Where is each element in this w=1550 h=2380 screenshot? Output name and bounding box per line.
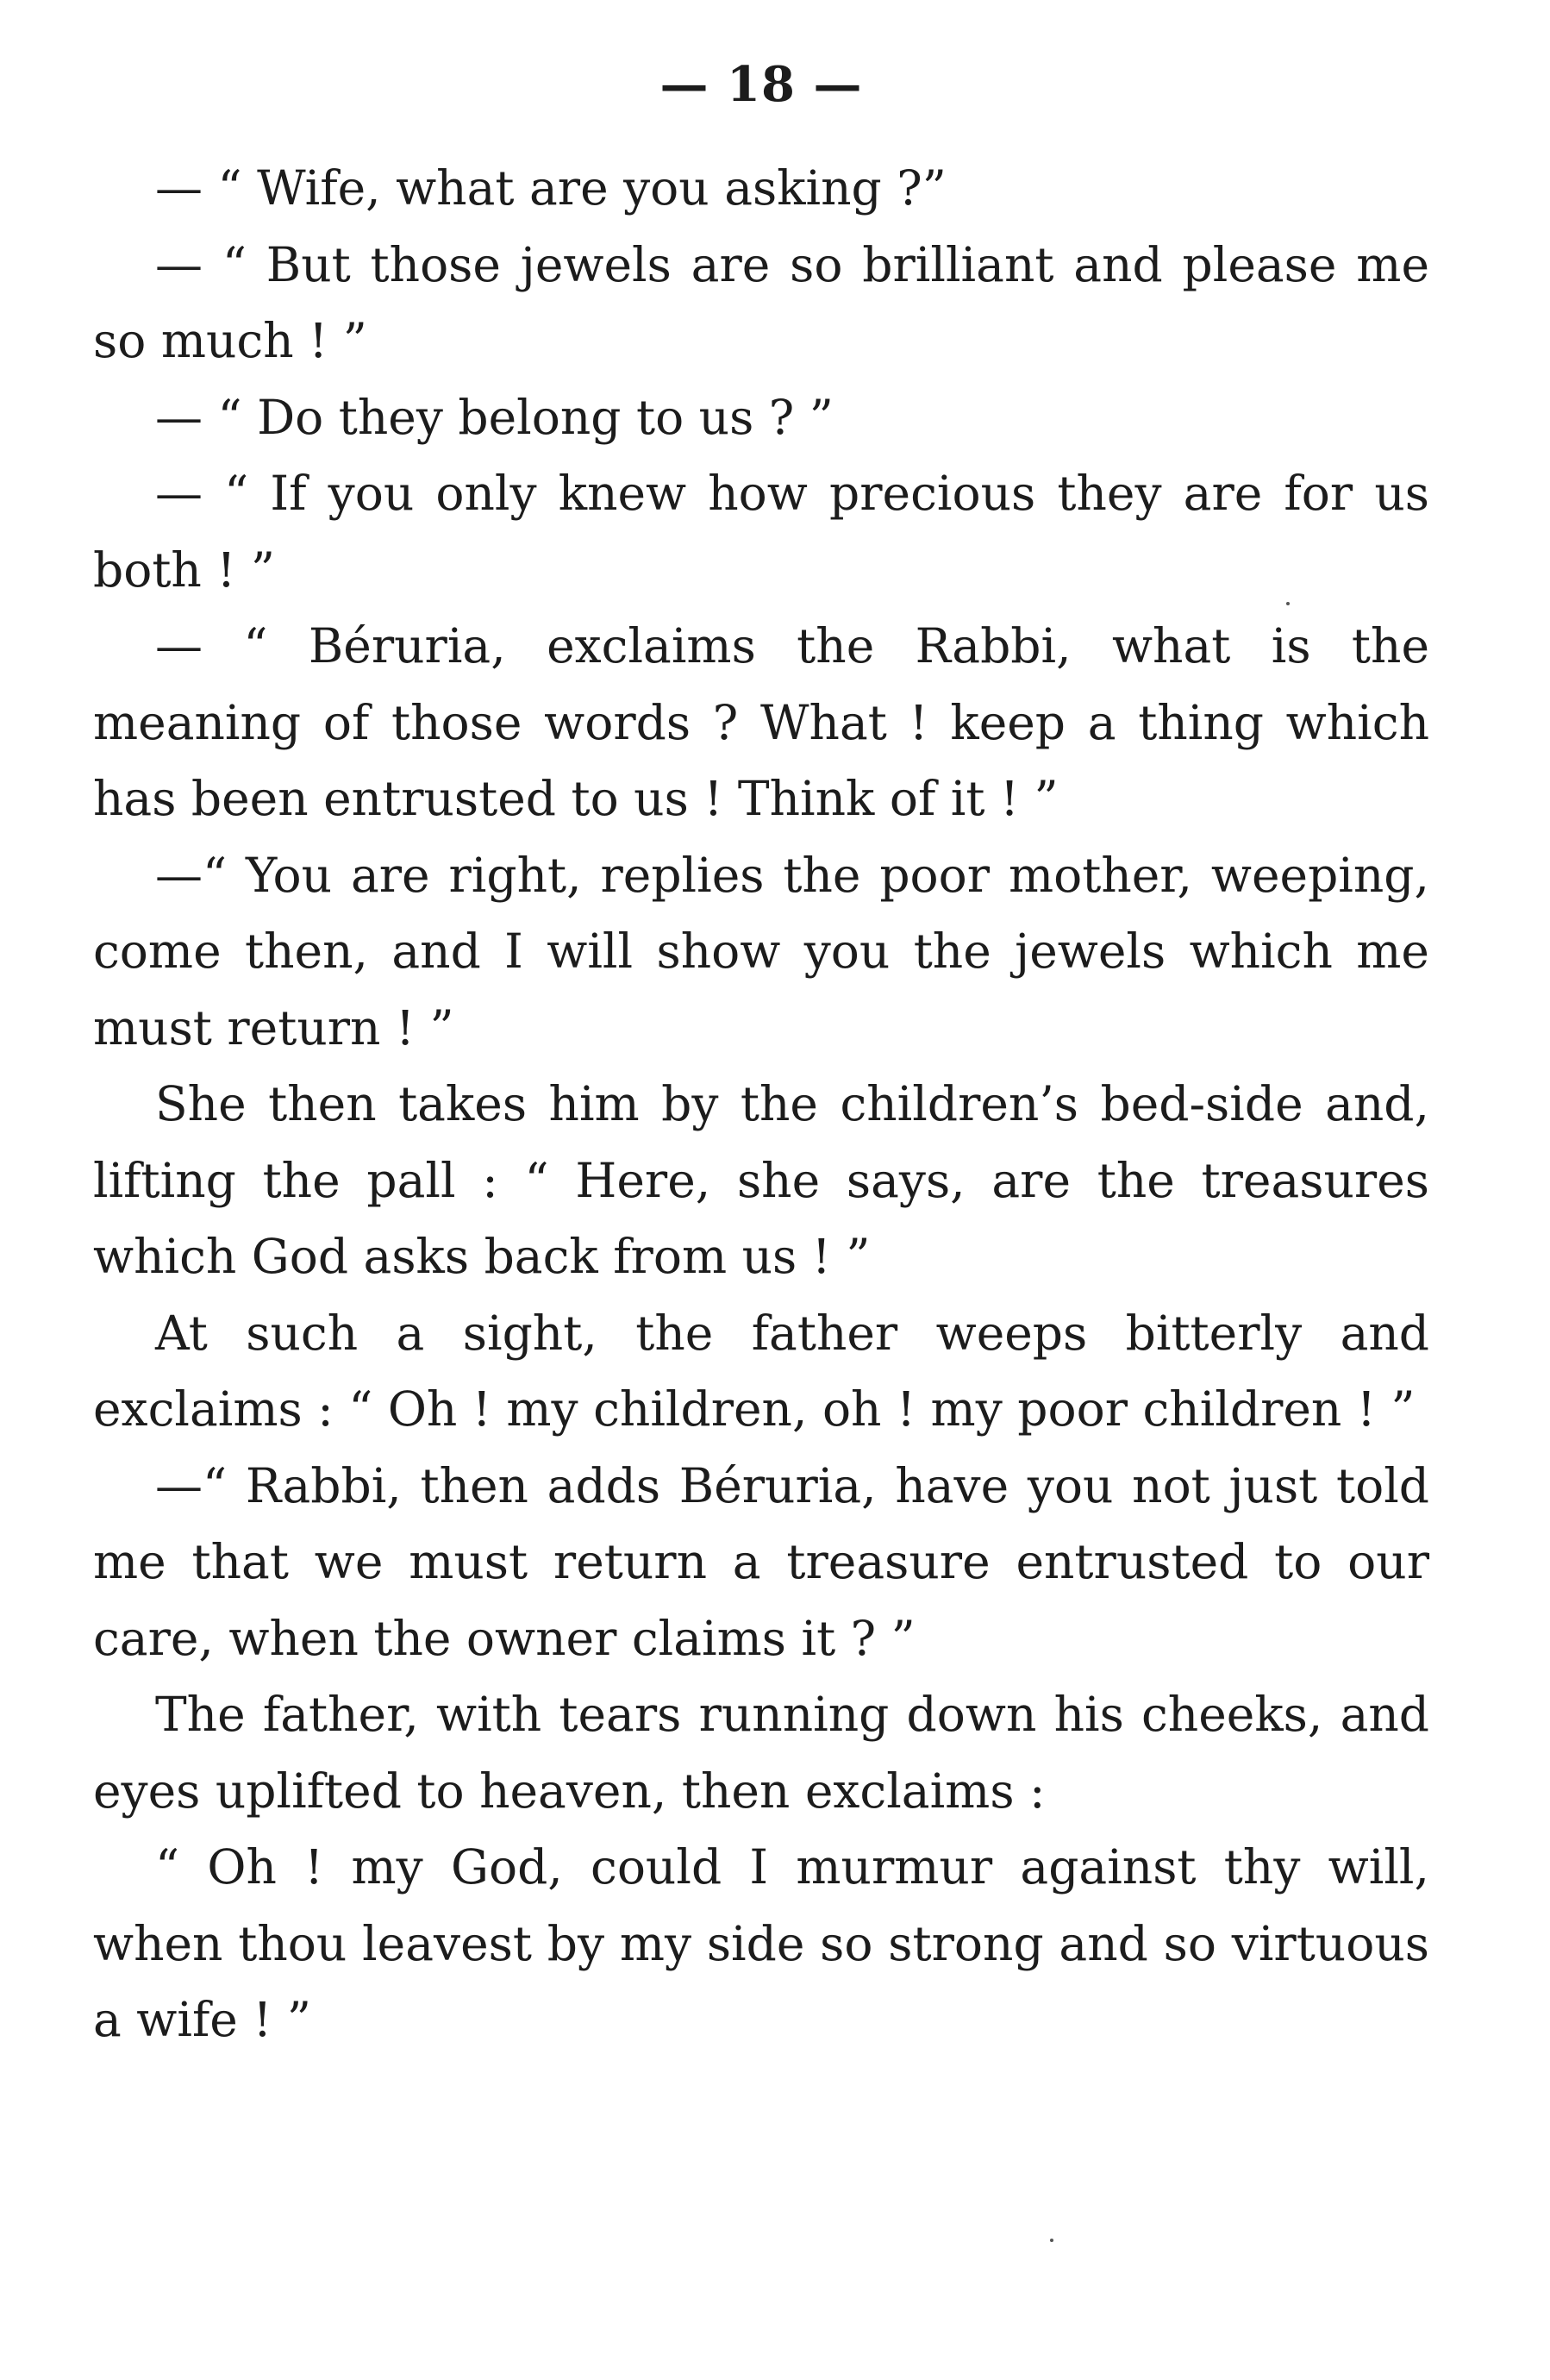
paragraph-5: — “ Béruria, exclaims the Rabbi, what is the meaning of those words ? What ! keep a thing which has been entrusted to us ! Think of it ! ” (93, 618, 1429, 826)
paragraph-10: The father, with tears running down his cheeks, and eyes uplifted to heaven, then exclaims : (93, 1687, 1429, 1819)
page-number: — 18 — (659, 56, 863, 113)
paragraph-9: —“ Rabbi, then adds Béruria, have you not just told me that we must return a treasure entrusted to our care, when the owner claims it ? ” (93, 1457, 1429, 1666)
paragraph-6: —“ You are right, replies the poor mother, weeping, come then, and I will show you the jewels which me must return ! ” (93, 847, 1429, 1055)
book-page (93, 56, 1429, 2058)
paragraph-2: — “ But those jewels are so brilliant and please me so much ! ” (93, 236, 1429, 368)
paragraph-1: — “ Wife, what are you asking ?” (155, 160, 947, 216)
paragraph-8: At such a sight, the father weeps bitterly and exclaims : “ Oh ! my children, oh ! my poor children ! ” (93, 1305, 1429, 1437)
paragraph-7: She then takes him by the children’s bed-side and, lifting the pall : “ Here, she says, are the treasures which God asks back from us ! ” (93, 1076, 1429, 1284)
paragraph-3: — “ Do they belong to us ? ” (155, 389, 834, 445)
print-speck (1050, 2239, 1053, 2242)
paragraph-4: — “ If you only knew how precious they are for us both ! ” (93, 466, 1429, 598)
paragraph-11: “ Oh ! my God, could I murmur against thy will, when thou leavest by my side so strong and so virtuous a wife ! ” (93, 1839, 1429, 2047)
body-text (93, 150, 1429, 2058)
print-speck (1286, 602, 1290, 605)
